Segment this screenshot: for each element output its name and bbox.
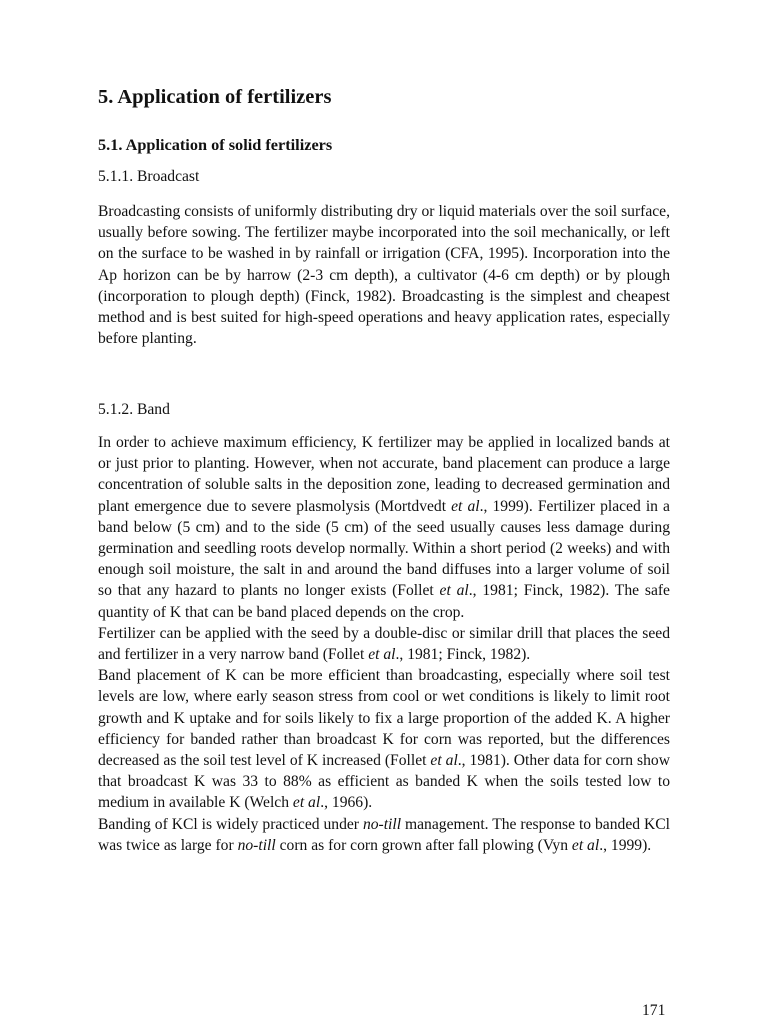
band-section-body [98,432,670,856]
broadcast-paragraph: Broadcasting consists of uniformly distributing dry or liquid materials over the soil surface, usually before sowing. The fertilizer maybe incorporated into the soil mechanically, or left on the surface to be washed in by rainfall or irrigation (CFA, 1995). Incorporation into the Ap horizon can be by harrow (2-3 cm depth), a cultivator (4-6 cm depth) or by plough (incorporation to plough depth) (Finck, 1982). Broadcasting is the simplest and cheapest method and is best suited for high-speed operations and heavy application rates, especially before planting. [98,203,670,348]
band-paragraph-4: Banding of KCl is widely practiced under no-till management. The response to banded KCl was twice as large for no-till corn as for corn grown after fall plowing (Vyn et al., 1999). [98,815,670,854]
band-paragraph-2: Fertilizer can be applied with the seed by a double-disc or similar drill that places the seed and fertilizer in a very narrow band (Follet et al., 1981; Finck, 1982). [98,624,670,664]
page-number: 171 [642,1002,666,1019]
chapter-title: 5. Application of fertilizers [98,86,332,108]
subsection-heading-broadcast: 5.1.1. Broadcast [98,168,200,185]
section-title: 5.1. Application of solid fertilizers [98,135,333,154]
subsection-heading-band: 5.1.2. Band [98,401,170,418]
band-paragraph-1: In order to achieve maximum efficiency, K fertilizer may be applied in localized bands at or just prior to planting. However, when not accurate, band placement can produce a large concentration of soluble salts in the deposition zone, leading to decreased germination and plant emergence due to severe plasmolysis (Mortdvedt et al., 1999). Fertilizer placed in a band below (5 cm) and to the side (5 cm) of the seed usually causes less damage during germination and seedling roots develop normally. Within a short period (2 weeks) and with enough soil moisture, the salt in and around the band diffuses into a larger volume of soil so that any hazard to plants no longer exists (Follet et al., 1981; Finck, 1982). The safe quantity of K that can be band placed depends on the crop. [98,434,670,621]
band-paragraph-3: Band placement of K can be more efficient than broadcasting, especially where soil test levels are low, where early season stress from cool or wet conditions is likely to limit root growth and K uptake and for soils likely to fix a large proportion of the added K. A higher efficiency for banded rather than broadcast K for corn was reported, but the differences decreased as the soil test level of K increased (Follet et al., 1981). Other data for corn show that broadcast K was 33 to 88% as efficient as banded K when the soils tested low to medium in available K (Welch et al., 1966). [98,667,670,812]
